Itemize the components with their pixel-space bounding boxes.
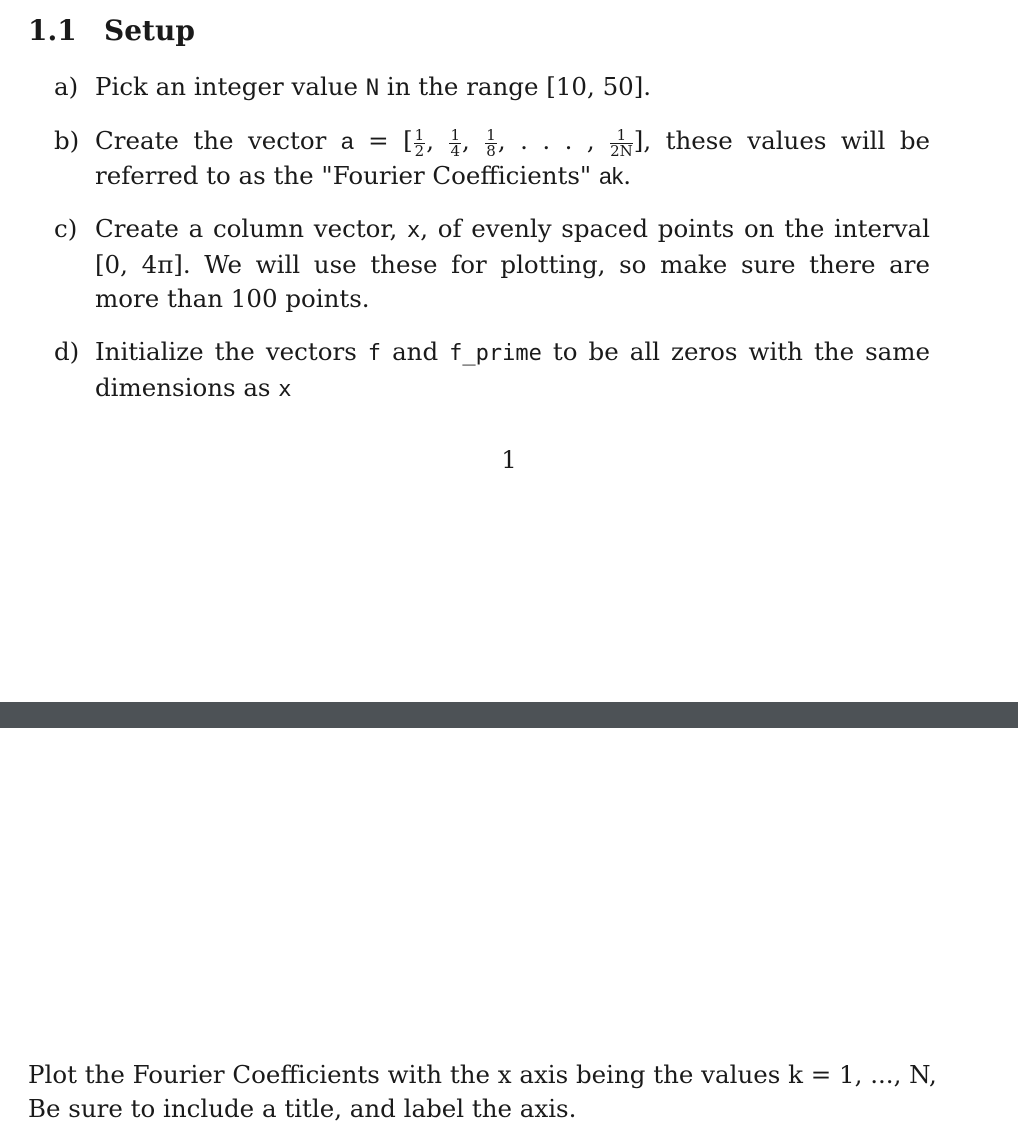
section-heading (28, 14, 195, 47)
list-item-a (54, 70, 930, 106)
item-label: a) (54, 72, 79, 101)
item-text: Initialize the vectors f and f_prime to be all zeros with the same dimensions as x (95, 337, 931, 402)
list-item-b (54, 124, 930, 193)
plot-instruction-line: Plot the Fourier Coefficients with the x axis being the values k = 1, ..., N, (28, 1060, 937, 1089)
list-item-c (54, 212, 930, 316)
fraction: $\frac{1}{2N}$ (610, 126, 633, 160)
item-text: Pick an integer value N in the range [10, 50]. (95, 72, 652, 101)
fraction: $\frac{1}{4}$ (450, 126, 460, 160)
item-text: Create a column vector, x, of evenly spaced points on the interval [0, 4π]. We will use these for plotting, so make sure there are more than 100 points. (95, 214, 930, 313)
section-title: Setup (104, 14, 195, 47)
item-label: d) (54, 337, 80, 366)
fraction: $\frac{1}{2}$ (414, 126, 425, 160)
page-separator (0, 702, 1018, 728)
item-label: b) (54, 126, 80, 155)
page-number: 1 (501, 446, 517, 474)
fraction: $\frac{1}{8}$ (486, 126, 496, 160)
item-text: Create the vector a = [ $\frac{1}{2}$ , $\frac{1}{4}$ , $\frac{1}{8}$ , . . . , $\frac{1}{2N}$ ], these values will be referred to as the "Fourier Coefficients" ak. (95, 126, 930, 190)
section-number: 1.1 (28, 14, 77, 47)
item-label: c) (54, 214, 78, 243)
plot-instruction (28, 1058, 988, 1126)
list-item-d (54, 335, 930, 407)
plot-instruction-line: Be sure to include a title, and label the axis. (28, 1094, 577, 1123)
